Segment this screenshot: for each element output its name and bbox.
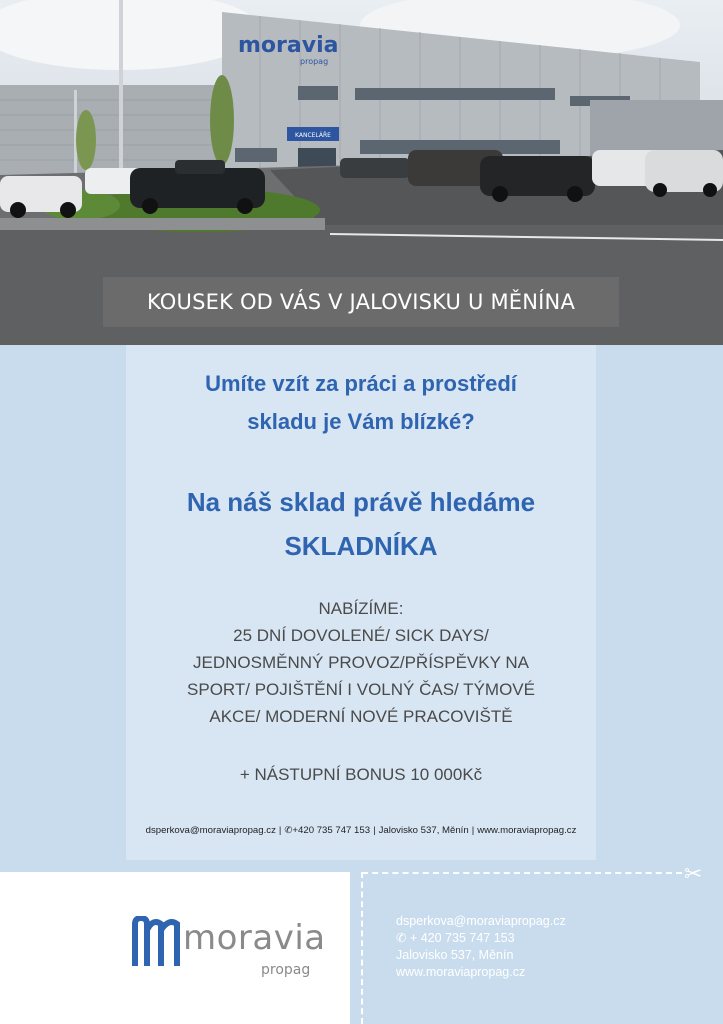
scissors-icon: ✂ [684,861,703,886]
intro-question [126,365,596,441]
headline-line-1: Na náš sklad právě hledáme [186,487,536,517]
benefits-line: JEDNOSMĚNNÝ PROVOZ/PŘÍSPĚVKY NA [193,653,529,672]
signing-bonus: + NÁSTUPNÍ BONUS 10 000Kč [239,765,483,784]
separator: | [373,825,376,836]
benefits-list [126,595,596,730]
slip-phone-row [396,930,566,947]
contact-address: Jalovisko 537, Měnín [378,825,469,836]
benefits-line: AKCE/ MODERNÍ NOVÉ PRACOVIŠTĚ [209,707,513,726]
logo-wordmark: moravia [183,918,326,958]
benefits-line: 25 DNÍ DOVOLENÉ/ SICK DAYS/ [233,626,489,645]
benefits-line: SPORT/ POJIŠTĚNÍ I VOLNÝ ČAS/ TÝMOVÉ [187,680,535,699]
headline [126,480,596,568]
cut-line-horizontal [362,872,682,874]
main-section [0,345,723,872]
cut-line-vertical [361,872,363,1024]
contact-phone[interactable]: +420 735 747 153 [292,825,371,836]
question-line-1: Umíte vzít za práci a prostředí [205,371,517,396]
phone-icon: ✆ [396,931,410,945]
header-photo [0,0,723,345]
separator: | [278,825,282,836]
logo-subtitle: propag [261,962,311,978]
separator: | [471,825,475,836]
slip-web[interactable]: www.moraviapropag.cz [396,965,526,979]
offer-card [126,345,596,860]
contact-email[interactable]: dsperkova@moraviapropag.cz [145,825,276,836]
slip-email[interactable]: dsperkova@moraviapropag.cz [396,914,566,928]
logo-mark-icon [131,916,187,968]
contact-web[interactable]: www.moraviapropag.cz [477,825,577,836]
slip-phone[interactable]: + 420 735 747 153 [409,931,515,945]
building-logo-text: moravia [238,33,339,58]
phone-icon: ✆ [284,825,293,836]
building-logo-sub: propag [300,57,329,66]
slip-address: Jalovisko 537, Měnín [396,948,514,962]
question-line-2: skladu je Vám blízké? [247,409,475,434]
slip-contact-details [396,913,566,981]
job-title: SKLADNÍKA [284,531,438,561]
door-sign-label: KANCELÁŘE [295,132,331,139]
benefits-heading: NABÍZÍME: [318,599,404,618]
location-banner: KOUSEK OD VÁS V JALOVISKU U MĚNÍNA [103,277,619,327]
moravia-logo [131,912,326,982]
contact-line [126,825,596,836]
footer-logo-area [0,872,350,1024]
